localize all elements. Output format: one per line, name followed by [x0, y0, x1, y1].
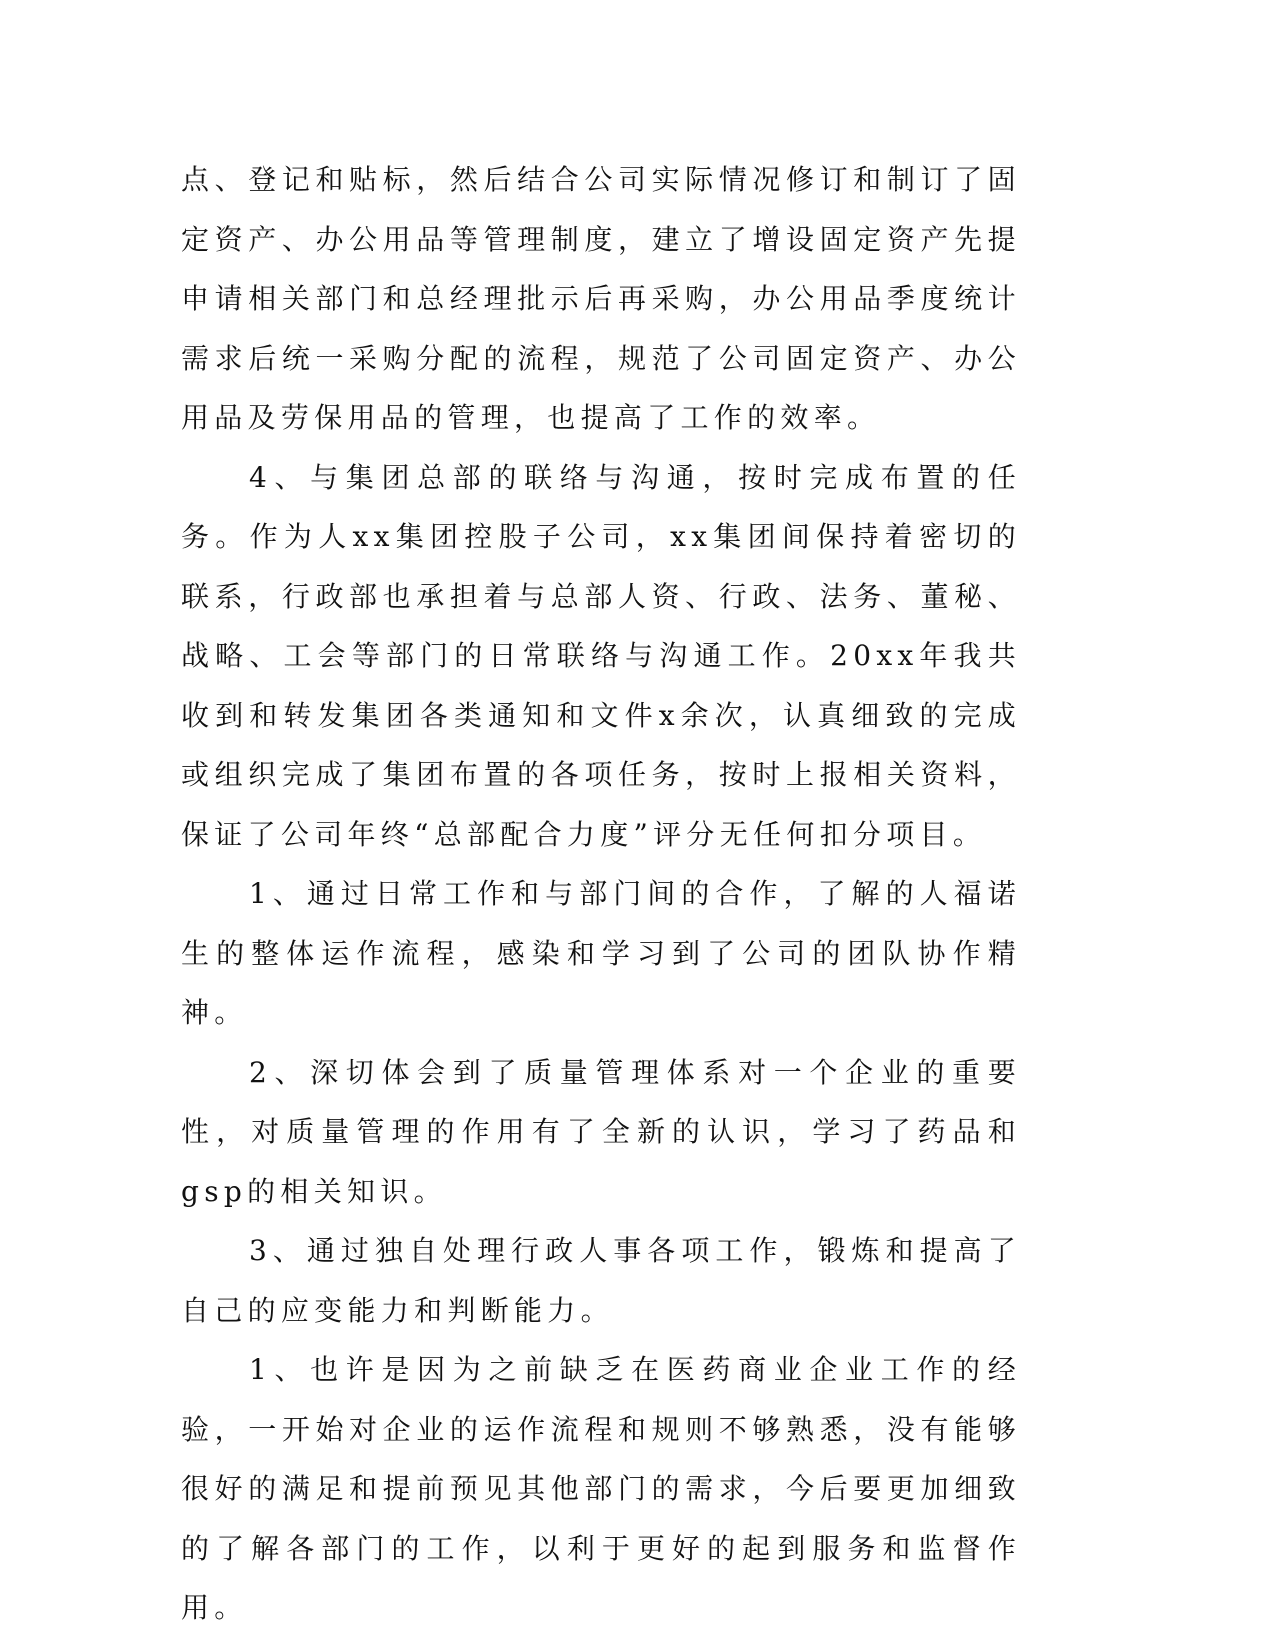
paragraph-asset-management: 点、登记和贴标，然后结合公司实际情况修订和制订了固定资产、办公用品等管理制度，建立了增设固定资产先提申请相关部门和总经理批示后再采购，办公用品季度统计需求后统一采购分配的流程，规范了公司固定资产、办公用品及劳保用品的管理，也提高了工作的效率。 [181, 163, 1021, 434]
paragraph-gain-teamwork: 1、通过日常工作和与部门间的合作，了解的人福诺生的整体运作流程，感染和学习到了公司的团队协作精神。 [181, 877, 1021, 1029]
document-body [181, 150, 1021, 1638]
paragraph-gain-quality-management: 2、深切体会到了质量管理体系对一个企业的重要性，对质量管理的作用有了全新的认识，学习了药品和gsp的相关知识。 [181, 1055, 1021, 1208]
paragraph-gain-adaptability: 3、通过独自处理行政人事各项工作，锻炼和提高了自己的应变能力和判断能力。 [181, 1234, 1021, 1327]
paragraph-group-liaison: 4、与集团总部的联络与沟通，按时完成布置的任务。作为人xx集团控股子公司，xx集团间保持着密切的联系，行政部也承担着与总部人资、行政、法务、董秘、战略、工会等部门的日常联络与沟通工作。20xx年我共收到和转发集团各类通知和文件x余次，认真细致的完成或组织完成了集团布置的各项任务，按时上报相关资料，保证了公司年终“总部配合力度”评分无任何扣分项目。 [181, 460, 1021, 851]
paragraph-shortcoming-experience: 1、也许是因为之前缺乏在医药商业企业工作的经验，一开始对企业的运作流程和规则不够熟悉，没有能够很好的满足和提前预见其他部门的需求，今后要更加细致的了解各部门的工作，以利于更好的起到服务和监督作用。 [181, 1353, 1021, 1624]
